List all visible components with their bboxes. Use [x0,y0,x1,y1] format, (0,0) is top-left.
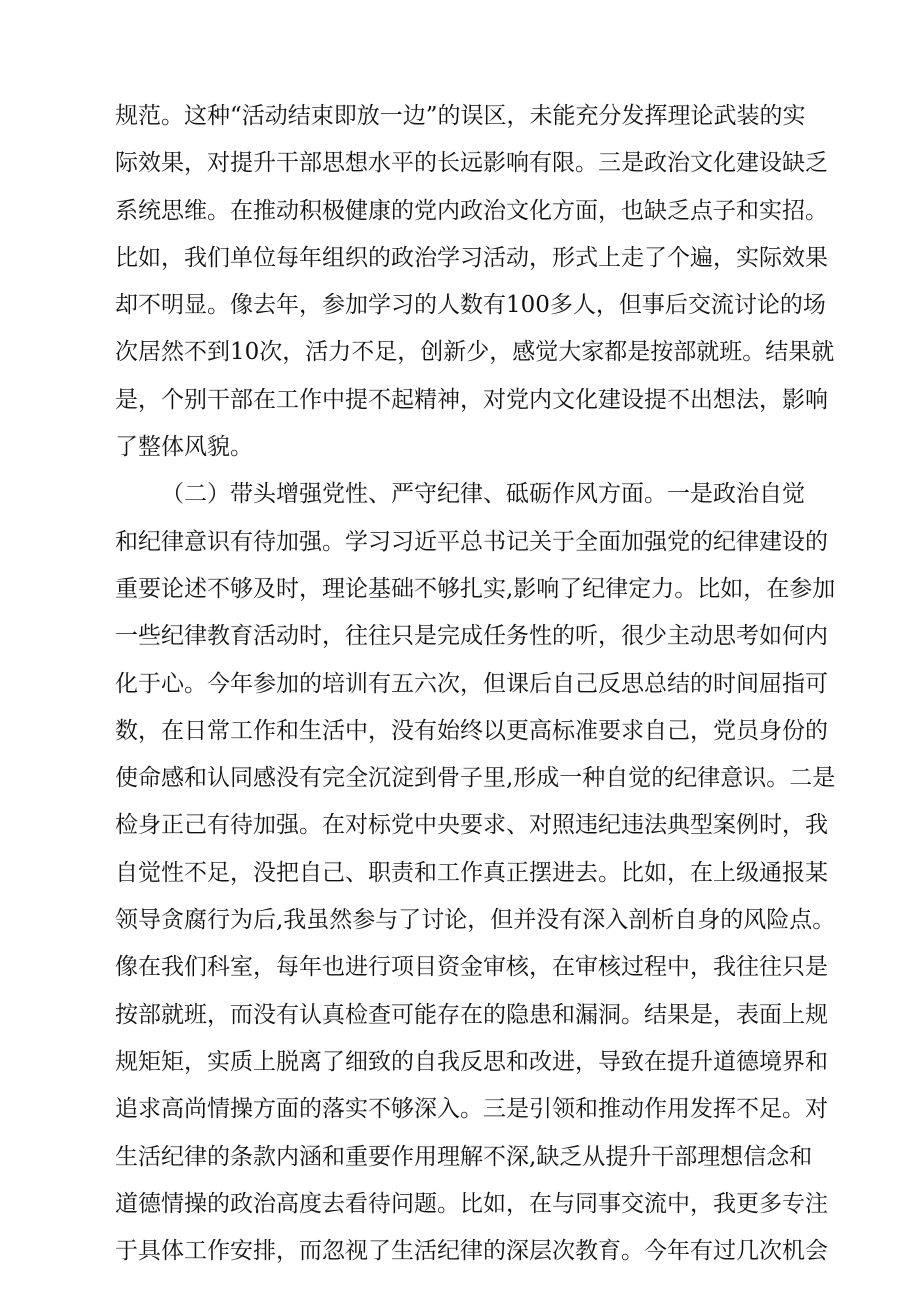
text-line: 却不明显。像去年，参加学习的人数有100多人，但事后交流讨论的场 [115,292,826,319]
text-line: 检身正己有待加强。在对标党中央要求、对照违纪违法典型案例时，我 [115,812,828,839]
text-line: 像在我们科室，每年也进行项目资金审核，在审核过程中，我往往只是 [115,954,828,981]
text-line: 追求高尚情操方面的落实不够深入。三是引领和推动作用发挥不足。对 [115,1096,828,1123]
text-line: 按部就班，而没有认真检查可能存在的隐患和漏洞。结果是，表面上规 [115,1001,828,1028]
body-text [115,93,835,1275]
text-line: 使命感和认同感没有完全沉淀到骨子里,形成一种自觉的纪律意识。二是 [115,765,836,792]
text-line: 际效果，对提升干部思想水平的长远影响有限。三是政治文化建设缺乏 [115,150,828,177]
text-line: 数，在日常工作和生活中，没有始终以更高标准要求自己，党员身份的 [115,717,828,744]
text-line: 自觉性不足，没把自己、职责和工作真正摆进去。比如，在上级通报某 [115,859,828,886]
text-line: 规范。这种“活动结束即放一边”的误区，未能充分发挥理论武装的实 [115,103,806,129]
text-line: 道德情操的政治高度去看待问题。比如，在与同事交流中，我更多专注 [115,1190,828,1217]
text-line: 规矩矩，实质上脱离了细致的自我反思和改进，导致在提升道德境界和 [115,1048,828,1075]
text-line: 系统思维。在推动积极健康的党内政治文化方面，也缺乏点子和实招。 [115,197,828,224]
text-line: 比如，我们单位每年组织的政治学习活动，形式上走了个遍，实际效果 [115,244,828,271]
text-line: 重要论述不够及时，理论基础不够扎实,影响了纪律定力。比如，在参加 [115,575,836,602]
text-line: 生活纪律的条款内涵和重要作用理解不深,缺乏从提升干部理想信念和 [115,1143,813,1170]
text-line: 一些纪律教育活动时，往往只是完成任务性的听，很少主动思考如何内 [115,623,828,650]
text-line: 化于心。今年参加的培训有五六次，但课后自己反思总结的时间屈指可 [115,670,828,697]
text-line: 次居然不到10次，活力不足，创新少，感觉大家都是按部就班。结果就 [115,339,835,366]
text-line: 了整体风貌。 [115,434,253,461]
text-line: 领导贪腐行为后,我虽然参与了讨论，但并没有深入剖析自身的风险点。 [115,907,836,934]
section-heading-line: （二）带头增强党性、严守纪律、砥砺作风方面。一是政治自觉 [161,481,805,508]
text-line: 于具体工作安排，而忽视了生活纪律的深层次教育。今年有过几次机会 [115,1238,828,1265]
text-line: 和纪律意识有待加强。学习习近平总书记关于全面加强党的纪律建设的 [115,528,828,555]
text-line: 是，个别干部在工作中提不起精神，对党内文化建设提不出想法，影响 [115,386,828,413]
